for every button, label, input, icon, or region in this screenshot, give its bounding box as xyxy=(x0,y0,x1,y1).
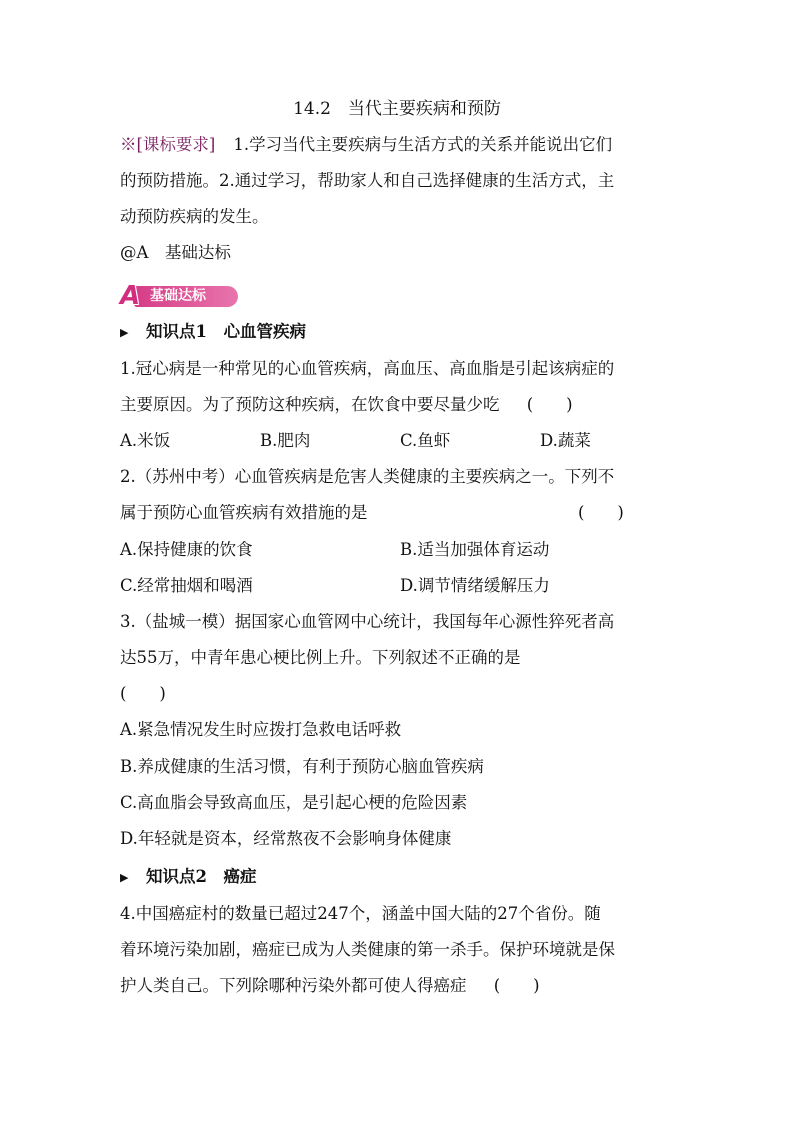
badge-letter: A xyxy=(120,281,141,311)
answer-blank: ( ) xyxy=(120,684,166,703)
option-a: A.紧急情况发生时应拨打急救电话呼救 xyxy=(120,720,402,739)
question-3-line-1: 3.（盐城一模）据国家心血管网中心统计，我国每年心源性猝死者高 xyxy=(120,612,615,631)
option-c: C.经常抽烟和喝酒 xyxy=(120,576,253,595)
option-d: D.年轻就是资本，经常熬夜不会影响身体健康 xyxy=(120,829,452,848)
requirements-label: ※[课标要求] xyxy=(120,135,216,154)
question-2-line-2 xyxy=(120,502,680,524)
question-1-text: 主要原因。为了预防这种疾病，在饮食中要尽量少吃 xyxy=(120,395,500,414)
knowledge-point-2 xyxy=(120,866,680,889)
question-3-line-2: 达55万，中青年患心梗比例上升。下列叙述不正确的是 xyxy=(120,648,521,667)
option-d: D.蔬菜 xyxy=(540,431,591,450)
badge-text: 基础达标 xyxy=(150,288,206,304)
option-c: C.高血脂会导致高血压，是引起心梗的危险因素 xyxy=(120,793,468,812)
option-b: B.肥肉 xyxy=(260,431,311,450)
question-1-line-1: 1.冠心病是一种常见的心血管疾病，高血压、高血脂是引起该病症的 xyxy=(120,359,615,378)
requirements-line-1 xyxy=(120,134,680,156)
option-d: D.调节情绪缓解压力 xyxy=(400,576,550,595)
option-a: A.米饭 xyxy=(120,431,171,450)
question-4-text: 护人类自己。下列除哪种污染外都可使人得癌症 xyxy=(120,976,467,995)
question-3-answer-line xyxy=(120,683,680,705)
question-4-line-2: 着环境污染加剧，癌症已成为人类健康的第一杀手。保护环境就是保 xyxy=(120,940,615,959)
page-title: 14.2 当代主要疾病和预防 xyxy=(293,99,501,119)
answer-blank: ( ) xyxy=(526,395,573,414)
option-b: B.适当加强体育运动 xyxy=(400,540,550,559)
requirements-text-1: 1.学习当代主要疾病与生活方式的关系并能说出它们 xyxy=(233,135,613,154)
question-1-line-2 xyxy=(120,394,680,416)
triangle-bullet-icon: ▶ xyxy=(120,326,129,339)
knowledge-point-label: 知识点2 癌症 xyxy=(146,867,257,886)
triangle-bullet-icon: ▶ xyxy=(120,871,129,884)
requirements-line-2: 的预防措施。2.通过学习，帮助家人和自己选择健康的生活方式，主 xyxy=(120,171,615,190)
knowledge-point-1 xyxy=(120,321,680,344)
knowledge-point-label: 知识点1 心血管疾病 xyxy=(146,322,306,341)
section-badge xyxy=(120,281,238,311)
question-2-text: 属于预防心血管疾病有效措施的是 xyxy=(120,503,368,522)
section-marker: @A 基础达标 xyxy=(120,243,231,262)
option-b: B.养成健康的生活习惯，有利于预防心脑血管疾病 xyxy=(120,757,484,776)
option-a: A.保持健康的饮食 xyxy=(120,540,253,559)
question-4-line-3 xyxy=(120,975,680,997)
requirements-line-3: 动预防疾病的发生。 xyxy=(120,207,269,226)
option-c: C.鱼虾 xyxy=(400,431,451,450)
answer-blank: ( ) xyxy=(493,976,540,995)
answer-blank: ( ) xyxy=(578,503,624,522)
question-4-line-1: 4.中国癌症村的数量已超过247个，涵盖中国大陆的27个省份。随 xyxy=(120,904,601,923)
question-2-line-1: 2.（苏州中考）心血管疾病是危害人类健康的主要疾病之一。下列不 xyxy=(120,467,615,486)
